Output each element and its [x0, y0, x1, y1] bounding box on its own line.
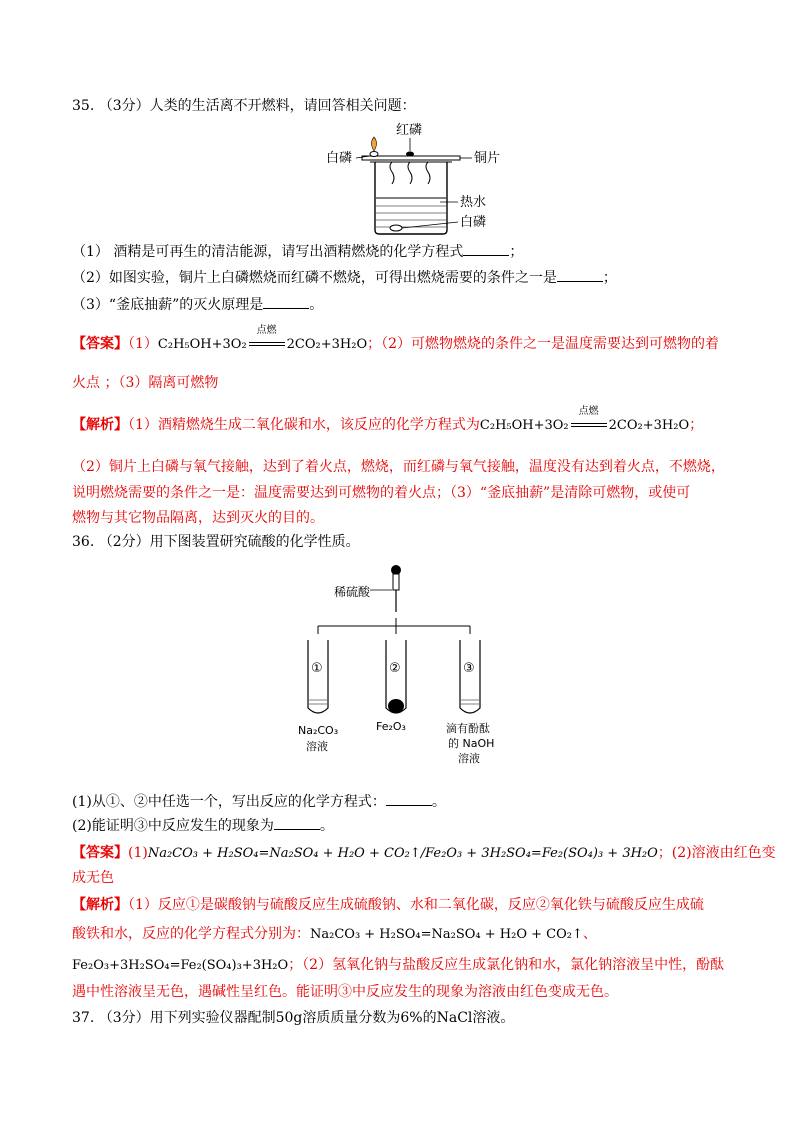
- label-white-phosphorus-left: 白磷: [326, 151, 353, 166]
- q36-analysis-3: Fe₂O₃+3H₂SO₄=Fe₂(SO₄)₃+3H₂O；（2）氢氧化钠与盐酸反应生成氯化钠和水，氯化钠溶液呈中性，酚酞: [72, 957, 725, 973]
- answer-blank[interactable]: [557, 269, 603, 282]
- label-white-phosphorus-bottom: 白磷: [460, 215, 487, 230]
- q37-stem: 37. （3分）用下列实验仪器配制50g溶质质量分数为6%的NaCl溶液。: [72, 1010, 515, 1026]
- q35-stem: 35. （3分）人类的生活离不开燃料，请回答相关问题：: [72, 98, 416, 114]
- q36-answer: 【答案】(1)Na₂CO₃ + H₂SO₄=Na₂SO₄ + H₂O + CO₂↑/Fe₂O₃ + 3H₂SO₄=Fe₂(SO₄)₃ + 3H₂O；(2)溶液由红色变: [72, 845, 776, 861]
- answer-blank[interactable]: [274, 817, 320, 830]
- q36-stem: 36. （2分）用下图装置研究硫酸的化学性质。: [72, 534, 360, 550]
- answer-blank[interactable]: [386, 793, 432, 806]
- label-hot-water: 热水: [460, 195, 487, 210]
- q35-analysis-4: 燃物与其它物品隔离，达到灭火的目的。: [72, 510, 324, 526]
- q36-analysis-2: 酸铁和水，反应的化学方程式分别为：Na₂CO₃ + H₂SO₄=Na₂SO₄ + H₂O + CO₂↑、: [72, 926, 597, 942]
- label-copper-sheet: 铜片: [474, 151, 501, 166]
- q35-analysis-3: 说明燃烧需要的条件之一是：温度需要达到可燃物的着火点；（3）“釜底抽薪”是清除可燃物，或使可: [72, 485, 691, 501]
- q36-sub2: (2)能证明③中反应发生的现象为 。: [72, 818, 334, 834]
- answer-blank[interactable]: [463, 243, 509, 256]
- q36-analysis-4: 遇中性溶液呈无色，遇碱性呈红色。能证明③中反应发生的现象为溶液由红色变成无色。: [72, 984, 618, 1000]
- q35-answer-line2: 火点 ；（3）隔离可燃物: [72, 375, 219, 391]
- label-iron-oxide: Fe₂O₃: [376, 720, 406, 733]
- label-solution-3: 溶液: [458, 752, 480, 765]
- tube-3-number: ③: [463, 661, 475, 676]
- reaction-condition: 点燃: [569, 415, 609, 435]
- label-sodium-carbonate: Na₂CO₃: [298, 724, 339, 737]
- q35-analysis-2: （2）铜片上白磷与氧气接触，达到了着火点，燃烧，而红磷与氧气接触，温度没有达到着火点，不燃烧，: [72, 459, 725, 475]
- answer-blank[interactable]: [263, 296, 309, 309]
- q35-combustion-apparatus: [326, 118, 510, 238]
- q35-sub3: （3）“釜底抽薪”的灭火原理是 。: [72, 297, 324, 313]
- q35-analysis: 【解析】（1）酒精燃烧生成二氧化碳和水，该反应的化学方程式为C₂H₅OH+3O₂ 点燃 2CO₂+3H₂O；: [72, 406, 704, 433]
- tube-2-number: ②: [389, 661, 401, 676]
- label-dilute-sulfuric-acid: 稀硫酸: [334, 585, 371, 599]
- label-red-phosphorus: 红磷: [396, 123, 423, 138]
- q35-sub1: （1） 酒精是可再生的清洁能源，请写出酒精燃烧的化学方程式 ；: [72, 244, 524, 260]
- q35-sub2: （2）如图实验，铜片上白磷燃烧而红磷不燃烧，可得出燃烧需要的条件之一是 ；: [72, 270, 617, 286]
- reaction-condition: 点燃: [247, 334, 287, 354]
- q36-sub1: (1)从①、②中任选一个，写出反应的化学方程式： 。: [72, 794, 446, 810]
- q36-sulfuric-acid-apparatus: [290, 560, 510, 782]
- label-naoh: 的 NaOH: [448, 737, 495, 750]
- tube-1-number: ①: [311, 661, 323, 676]
- label-solution-1: 溶液: [306, 740, 328, 753]
- q36-answer-line2: 成无色: [72, 870, 114, 886]
- q36-analysis: 【解析】（1）反应①是碳酸钠与硫酸反应生成硫酸钠、水和二氧化碳，反应②氧化铁与硫酸反应生成硫: [72, 897, 704, 913]
- q35-answer: 【答案】（1）C₂H₅OH+3O₂ 点燃 2CO₂+3H₂O；（2）可燃物燃烧的条件之一是温度需要达到可燃物的着: [72, 325, 720, 352]
- label-phenolphthalein: 滴有酚酞: [446, 722, 490, 735]
